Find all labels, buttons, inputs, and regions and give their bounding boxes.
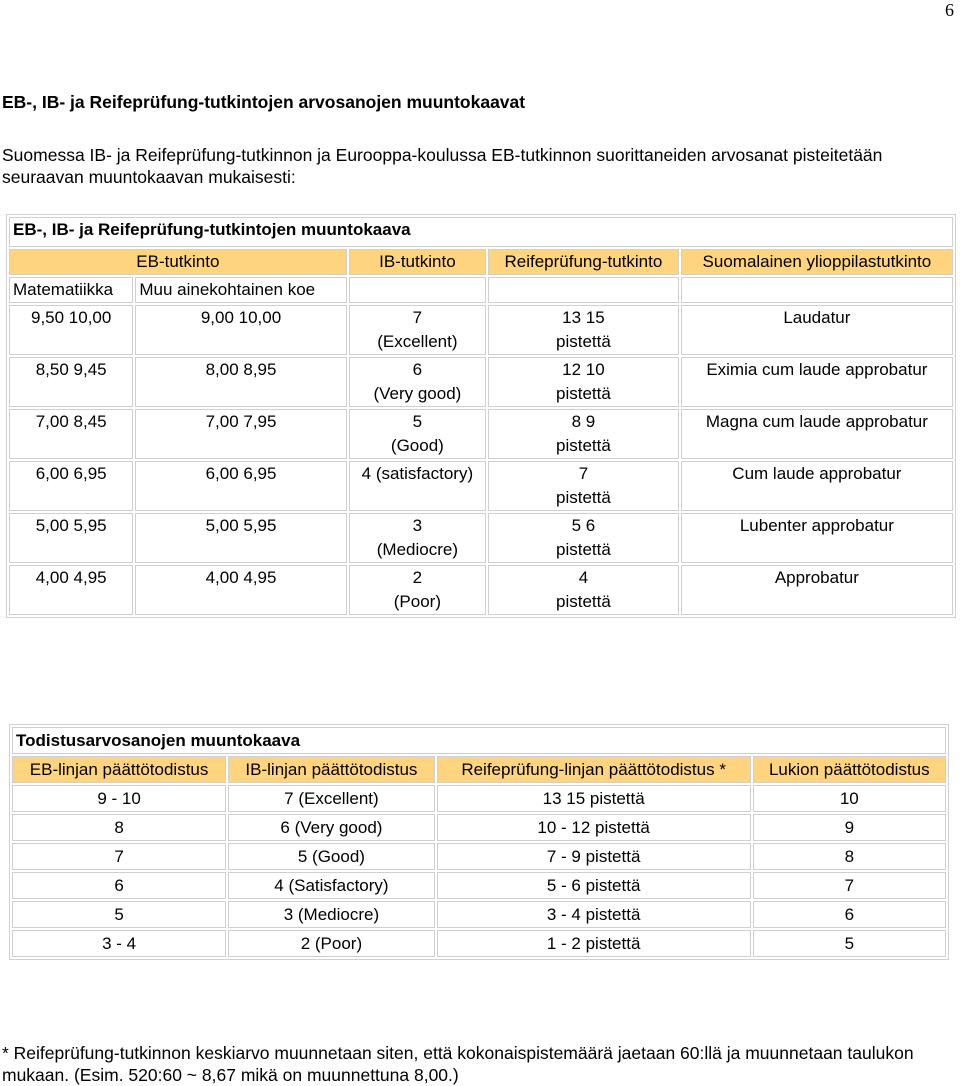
- lukio-value: 8: [753, 843, 946, 870]
- subheader-other: Muu ainekohtainen koe: [135, 277, 346, 303]
- header-finnish: Suomalainen ylioppilastutkinto: [681, 249, 953, 275]
- reife-cell: [488, 513, 679, 563]
- lukio-value: 10: [753, 785, 946, 812]
- finnish-grade: Cum laude approbatur: [681, 461, 953, 511]
- lukio-value: 7: [753, 872, 946, 899]
- table-row: [12, 785, 946, 812]
- reife-value: 13 15 pistettä: [437, 785, 751, 812]
- conversion-table-degrees: [6, 214, 956, 618]
- ib-grade: 5: [412, 412, 423, 431]
- reife-cell: [488, 305, 679, 355]
- header-eb: EB-tutkinto: [9, 249, 347, 275]
- page-number: 6: [945, 0, 954, 20]
- ib-value: 7 (Excellent): [228, 785, 435, 812]
- ib-label: (Mediocre): [376, 540, 458, 559]
- ib-grade-cell: [349, 409, 486, 459]
- other-range: 7,00 7,95: [135, 409, 346, 459]
- table-row: [9, 409, 953, 459]
- table-row: [12, 872, 946, 899]
- reife-cell: [488, 409, 679, 459]
- table1-title: EB-, IB- ja Reifeprüfung-tutkintojen muuntokaava: [9, 217, 953, 247]
- ib-value: 3 (Mediocre): [228, 901, 435, 928]
- table-row: [12, 843, 946, 870]
- ib-grade-cell: [349, 513, 486, 563]
- reife-cell: [488, 461, 679, 511]
- ib-grade-cell: [349, 461, 486, 511]
- lukio-value: 6: [753, 901, 946, 928]
- math-range: 6,00 6,95: [9, 461, 133, 511]
- reife-points: 7: [578, 464, 589, 483]
- other-range: 5,00 5,95: [135, 513, 346, 563]
- table-row: [9, 461, 953, 511]
- table-row: [9, 513, 953, 563]
- header-reife: Reifeprüfung-tutkinto: [488, 249, 679, 275]
- other-range: 6,00 6,95: [135, 461, 346, 511]
- ib-grade: 4 (satisfactory): [361, 464, 474, 483]
- reife-unit: pistettä: [556, 488, 611, 507]
- finnish-grade: Laudatur: [681, 305, 953, 355]
- eb-value: 5: [12, 901, 226, 928]
- reife-unit: pistettä: [556, 384, 611, 403]
- table-row: [9, 305, 953, 355]
- conversion-table-certificates: [9, 724, 949, 960]
- reife-value: 3 - 4 pistettä: [437, 901, 751, 928]
- table-row: [12, 930, 946, 957]
- other-range: 4,00 4,95: [135, 565, 346, 615]
- ib-label: (Good): [390, 436, 444, 455]
- table-row: [12, 814, 946, 841]
- reife-points: 4: [578, 568, 589, 587]
- reife-unit: pistettä: [556, 436, 611, 455]
- header-lukio-certificate: Lukion päättötodistus: [753, 756, 946, 783]
- ib-grade: 7: [412, 308, 423, 327]
- math-range: 9,50 10,00: [9, 305, 133, 355]
- reife-points: 8 9: [571, 412, 596, 431]
- math-range: 8,50 9,45: [9, 357, 133, 407]
- eb-value: 7: [12, 843, 226, 870]
- ib-grade: 2: [412, 568, 423, 587]
- lukio-value: 9: [753, 814, 946, 841]
- finnish-grade: Magna cum laude approbatur: [681, 409, 953, 459]
- ib-grade-cell: [349, 565, 486, 615]
- eb-value: 3 - 4: [12, 930, 226, 957]
- math-range: 7,00 8,45: [9, 409, 133, 459]
- reife-points: 13 15: [562, 308, 605, 327]
- empty-cell: [681, 277, 953, 303]
- ib-label: (Very good): [373, 384, 462, 403]
- header-eb-certificate: EB-linjan päättötodistus: [12, 756, 226, 783]
- reife-points: 5 6: [571, 516, 596, 535]
- other-range: 8,00 8,95: [135, 357, 346, 407]
- table-row: [12, 901, 946, 928]
- ib-grade: 3: [412, 516, 423, 535]
- ib-value: 5 (Good): [228, 843, 435, 870]
- reife-value: 10 - 12 pistettä: [437, 814, 751, 841]
- ib-label: (Poor): [393, 592, 441, 611]
- ib-value: 4 (Satisfactory): [228, 872, 435, 899]
- finnish-grade: Lubenter approbatur: [681, 513, 953, 563]
- finnish-grade: Approbatur: [681, 565, 953, 615]
- eb-value: 9 - 10: [12, 785, 226, 812]
- ib-grade-cell: [349, 305, 486, 355]
- ib-value: 2 (Poor): [228, 930, 435, 957]
- reife-value: 1 - 2 pistettä: [437, 930, 751, 957]
- header-ib-certificate: IB-linjan päättötodistus: [228, 756, 435, 783]
- reife-unit: pistettä: [556, 592, 611, 611]
- table2-title: Todistusarvosanojen muuntokaava: [12, 727, 946, 754]
- ib-grade: 6: [412, 360, 423, 379]
- reife-unit: pistettä: [556, 332, 611, 351]
- ib-label: (Excellent): [377, 332, 458, 351]
- reife-points: 12 10: [562, 360, 605, 379]
- reife-cell: [488, 357, 679, 407]
- reife-unit: pistettä: [556, 540, 611, 559]
- header-reife-certificate: Reifeprüfung-linjan päättötodistus *: [437, 756, 751, 783]
- subheader-math: Matematiikka: [9, 277, 133, 303]
- reife-value: 5 - 6 pistettä: [437, 872, 751, 899]
- page-heading: EB-, IB- ja Reifeprüfung-tutkintojen arvosanojen muuntokaavat: [2, 92, 526, 112]
- header-ib: IB-tutkinto: [349, 249, 486, 275]
- other-range: 9,00 10,00: [135, 305, 346, 355]
- ib-value: 6 (Very good): [228, 814, 435, 841]
- eb-value: 8: [12, 814, 226, 841]
- table-row: [9, 357, 953, 407]
- footnote: * Reifeprüfung-tutkinnon keskiarvo muunnetaan siten, että kokonaispistemäärä jaetaan 60:llä ja muunnetaan taulukon mukaan. (Esim. 520:60 ~ 8,67 mikä on muunnettuna 8,00.): [2, 1043, 914, 1085]
- finnish-grade: Eximia cum laude approbatur: [681, 357, 953, 407]
- table-row: [9, 565, 953, 615]
- empty-cell: [488, 277, 679, 303]
- eb-value: 6: [12, 872, 226, 899]
- intro-paragraph: Suomessa IB- ja Reifeprüfung-tutkinnon ja Eurooppa-koulussa EB-tutkinnon suorittaneiden arvosanat pisteitetään seuraavan muuntokaavan mukaisesti:: [2, 145, 883, 187]
- ib-grade-cell: [349, 357, 486, 407]
- reife-cell: [488, 565, 679, 615]
- reife-value: 7 - 9 pistettä: [437, 843, 751, 870]
- math-range: 4,00 4,95: [9, 565, 133, 615]
- empty-cell: [349, 277, 486, 303]
- math-range: 5,00 5,95: [9, 513, 133, 563]
- lukio-value: 5: [753, 930, 946, 957]
